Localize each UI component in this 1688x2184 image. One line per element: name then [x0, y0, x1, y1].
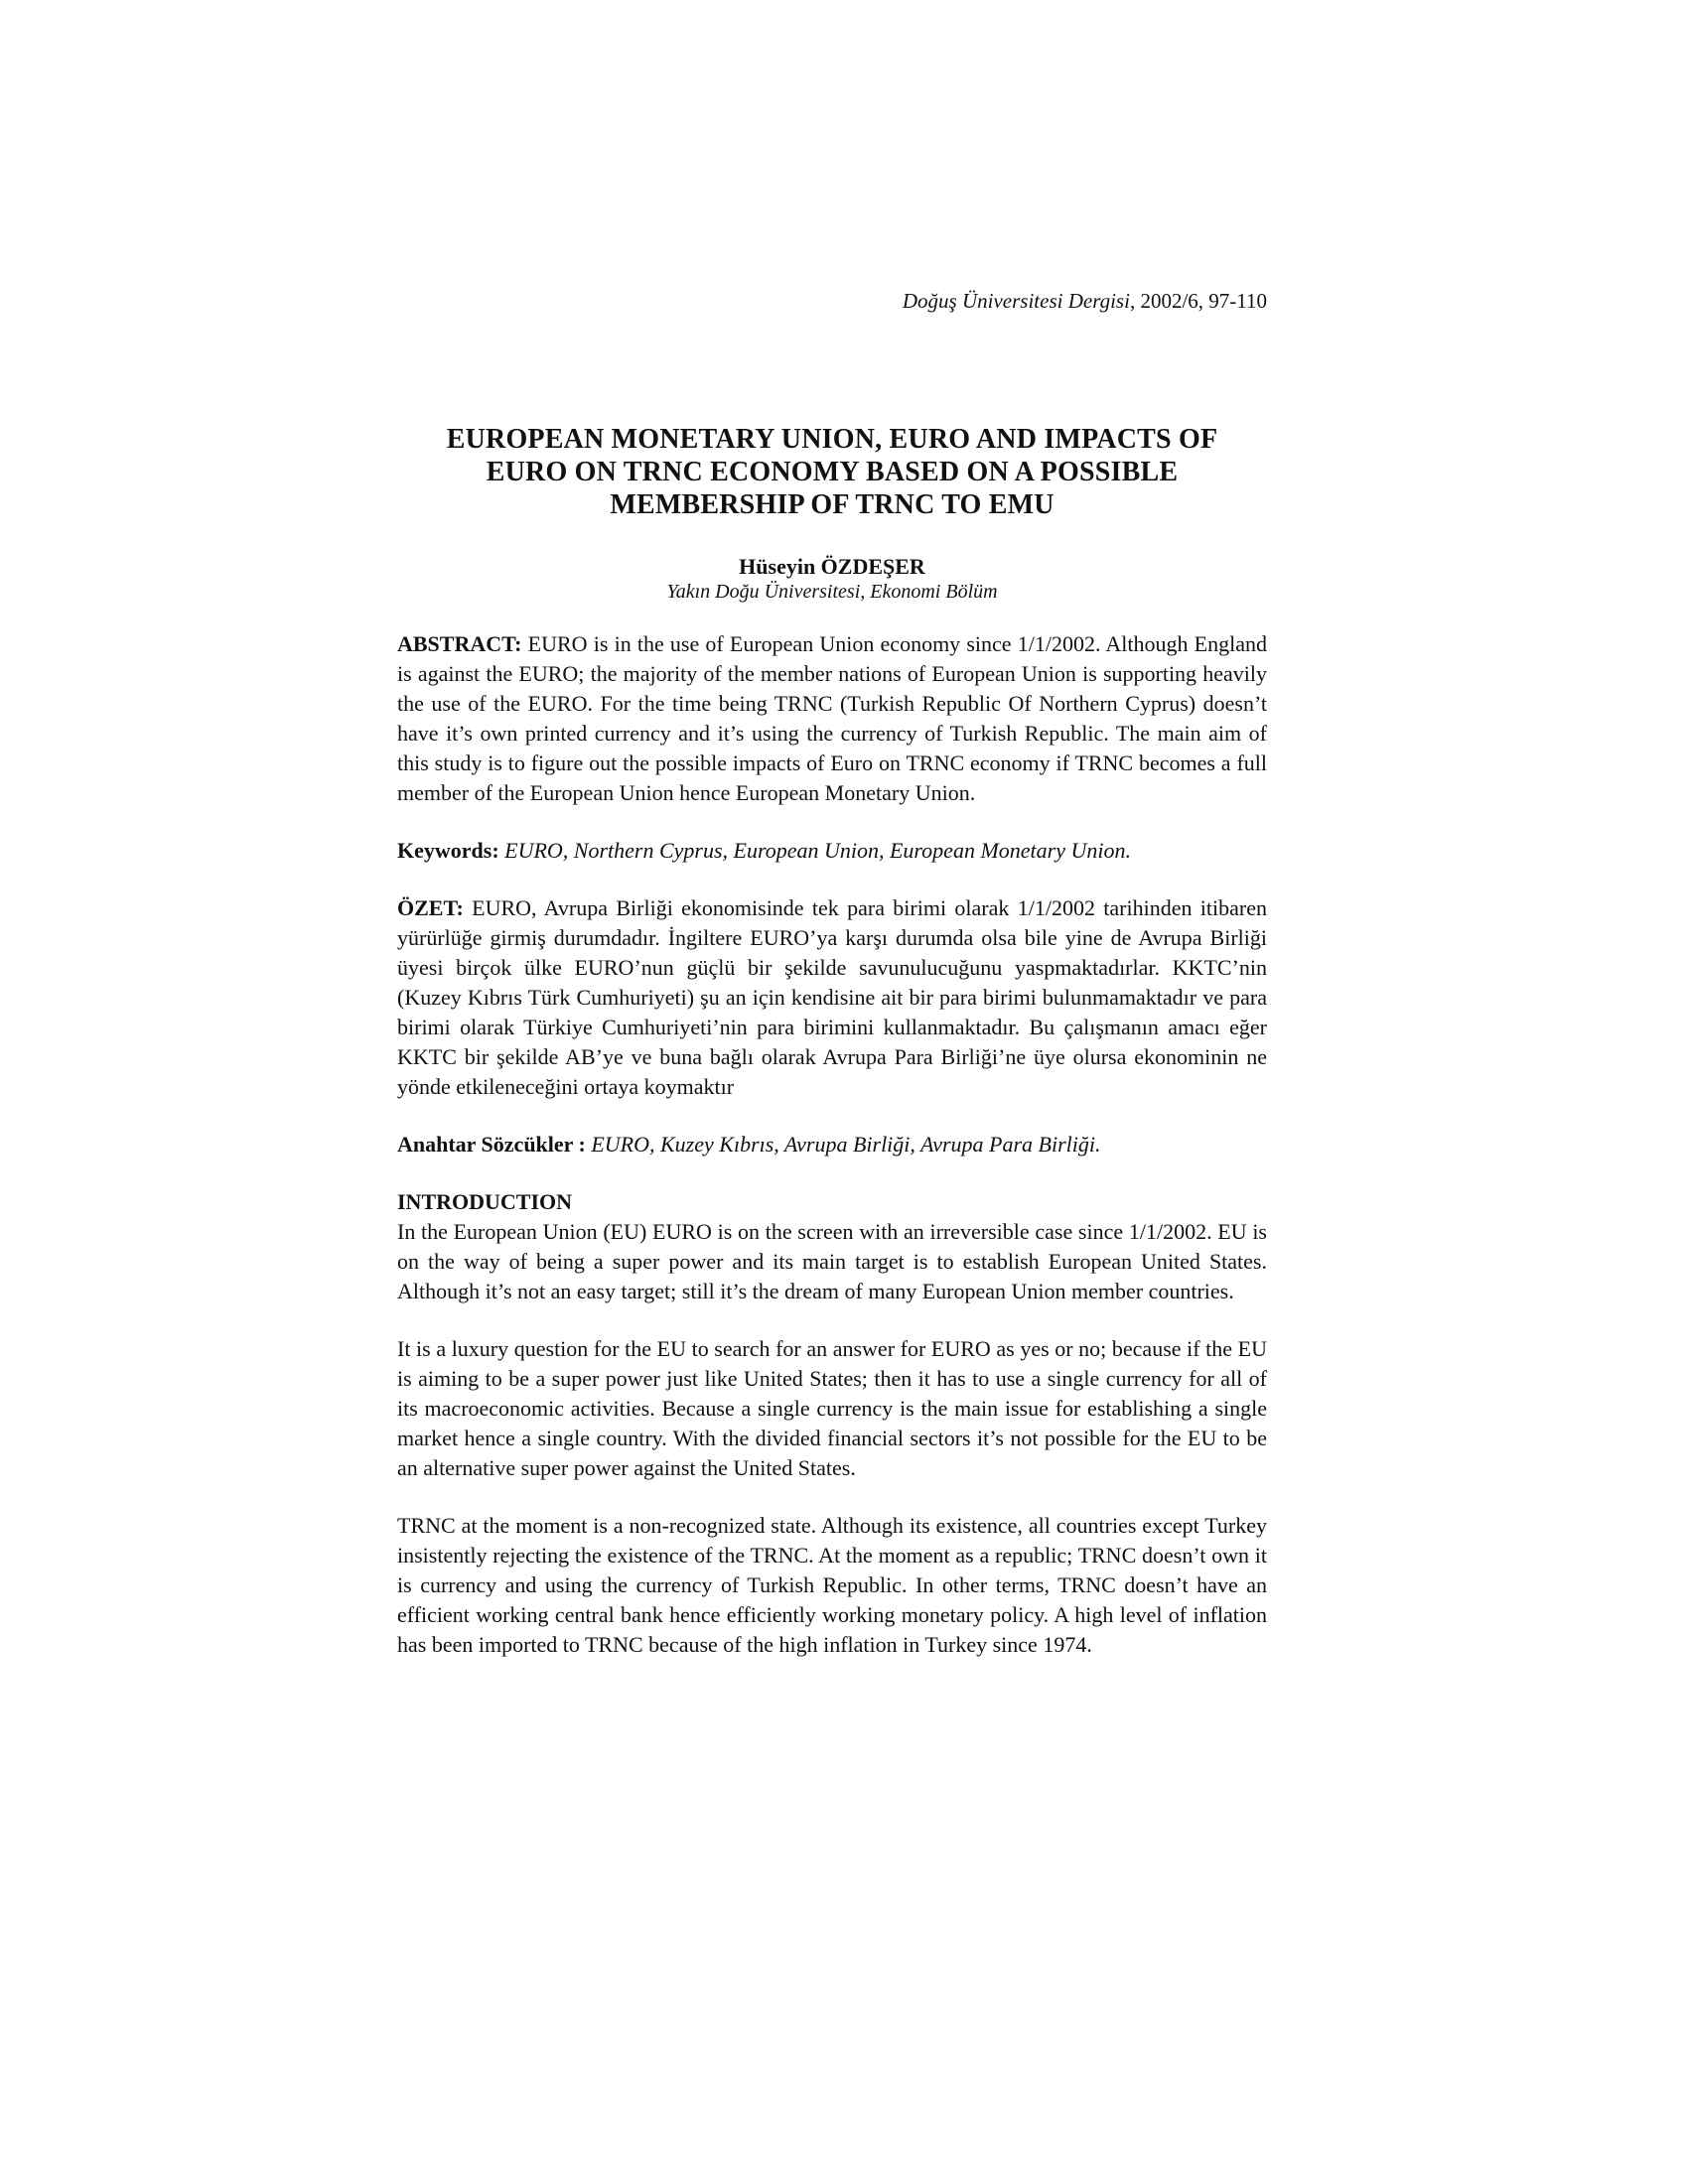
author-affiliation: Yakın Doğu Üniversitesi, Ekonomi Bölüm	[666, 581, 998, 603]
keywords-label: Keywords:	[397, 838, 499, 863]
page-content	[397, 288, 1267, 1688]
ozet-label: ÖZET:	[397, 895, 464, 920]
anahtar-text: EURO, Kuzey Kıbrıs, Avrupa Birliği, Avrupa Para Birliği.	[585, 1132, 1101, 1157]
introduction-heading: INTRODUCTION	[397, 1189, 573, 1214]
keywords-paragraph	[397, 836, 1267, 866]
author-name: Hüseyin ÖZDEŞER	[739, 554, 925, 579]
introduction-paragraph: In the European Union (EU) EURO is on the screen with an irreversible case since 1/1/2002. EU is on the way of being a super power and its main target is to establish European United States. Although it’s not an easy target; still it’s the dream of many European Union member countries.	[397, 1219, 1267, 1303]
ozet-text: EURO, Avrupa Birliği ekonomisinde tek para birimi olarak 1/1/2002 tarihinden itibaren yürürlüğe girmiş durumdadır. İngiltere EURO’ya karşı durumda olsa bile yine de Avrupa Birliği üyesi birçok ülke EURO’nun güçlü bir şekilde savunulucuğunu yaspmaktadırlar. KKTC’nin (Kuzey Kıbrıs Türk Cumhuriyeti) şu an için kendisine ait bir para birimi bulunmamaktadır ve para birimi olarak Türkiye Cumhuriyeti’nin para birimini kullanmaktadır. Bu çalışmanın amacı eğer KKTC bir şekilde AB’ye ve buna bağlı olarak Avrupa Para Birliği’ne üye olursa ekonominin ne yönde etkileneceğini ortaya koymaktır	[397, 895, 1267, 1099]
introduction-paragraph: It is a luxury question for the EU to search for an answer for EURO as yes or no; because if the EU is aiming to be a super power just like United States; then it has to use a single currency for all of its macroeconomic activities. Because a single currency is the main issue for establishing a single market hence a single country. With the divided financial sectors it’s not possible for the EU to be an alternative super power against the United States.	[397, 1336, 1267, 1480]
journal-citation	[397, 288, 1267, 314]
anahtar-paragraph	[397, 1130, 1267, 1160]
journal-name: Doğuş Üniversitesi Dergisi	[902, 289, 1130, 313]
title-line-1: EUROPEAN MONETARY UNION, EURO AND IMPACTS OF	[446, 424, 1218, 455]
paper-title	[397, 423, 1267, 521]
abstract-paragraph	[397, 629, 1267, 808]
introduction-paragraph: TRNC at the moment is a non-recognized state. Although its existence, all countries except Turkey insistently rejecting the existence of the TRNC. At the moment as a republic; TRNC doesn’t own it is currency and using the currency of Turkish Republic. In other terms, TRNC doesn’t have an efficient working central bank hence efficiently working monetary policy. A high level of inflation has been imported to TRNC because of the high inflation in Turkey since 1974.	[397, 1513, 1267, 1657]
abstract-label: ABSTRACT:	[397, 631, 522, 656]
ozet-paragraph	[397, 893, 1267, 1102]
title-line-2: EURO ON TRNC ECONOMY BASED ON A POSSIBLE	[486, 457, 1179, 487]
journal-volume-pages: , 2002/6, 97-110	[1129, 289, 1267, 313]
abstract-text: EURO is in the use of European Union economy since 1/1/2002. Although England is against the EURO; the majority of the member nations of European Union is supporting heavily the use of the EURO. For the time being TRNC (Turkish Republic Of Northern Cyprus) doesn’t have it’s own printed currency and it’s using the currency of Turkish Republic. The main aim of this study is to figure out the possible impacts of Euro on TRNC economy if TRNC becomes a full member of the European Union hence European Monetary Union.	[397, 631, 1267, 805]
title-line-3: MEMBERSHIP OF TRNC TO EMU	[610, 489, 1055, 520]
keywords-text: EURO, Northern Cyprus, European Union, European Monetary Union.	[498, 838, 1131, 863]
anahtar-label: Anahtar Sözcükler :	[397, 1132, 586, 1157]
